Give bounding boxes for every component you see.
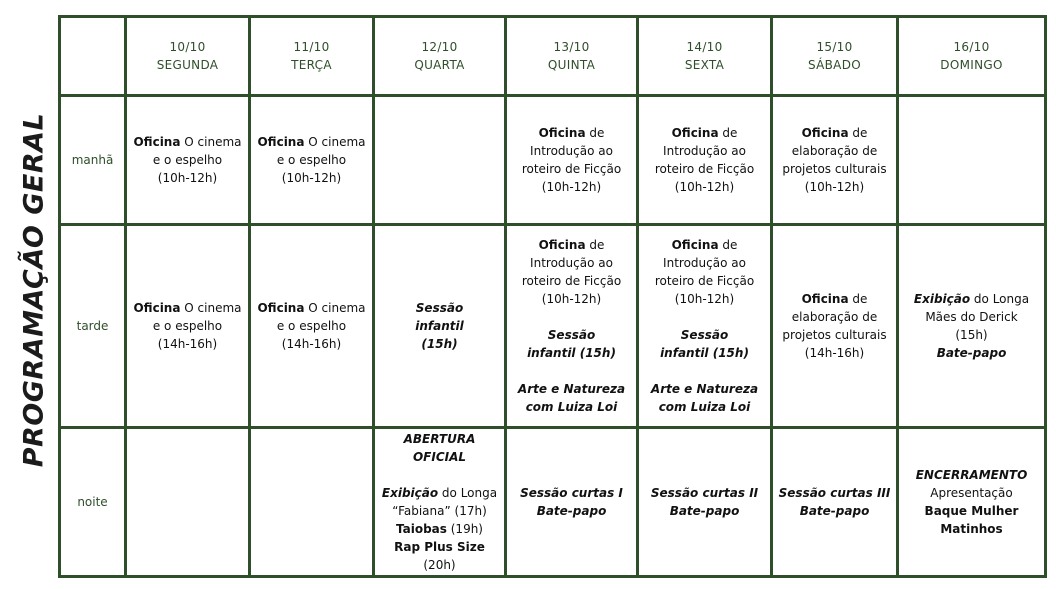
- day-header-terca: 11/10 TERÇA: [250, 17, 374, 96]
- cell-tarde-sexta: Oficina de Introdução ao roteiro de Ficção (10h-12h) Sessão infantil (15h) Arte e Natureza com Luiza Loi: [638, 225, 772, 428]
- cell-manha-sexta: Oficina de Introdução ao roteiro de Ficção (10h-12h): [638, 96, 772, 225]
- cell-noite-segunda: [126, 428, 250, 577]
- cell-manha-segunda: Oficina O cinema e o espelho (10h-12h): [126, 96, 250, 225]
- cell-noite-sabado: Sessão curtas III Bate-papo: [772, 428, 898, 577]
- cell-noite-terca: [250, 428, 374, 577]
- day-header-sexta: 14/10 SEXTA: [638, 17, 772, 96]
- cell-tarde-quarta: Sessão infantil (15h): [374, 225, 506, 428]
- page-title: PROGRAMAÇÃO GERAL: [18, 112, 50, 468]
- day-header-segunda: 10/10 SEGUNDA: [126, 17, 250, 96]
- row-noite: [60, 428, 1046, 577]
- cell-tarde-segunda: Oficina O cinema e o espelho (14h-16h): [126, 225, 250, 428]
- row-manha: [60, 96, 1046, 225]
- cell-manha-quarta: [374, 96, 506, 225]
- cell-tarde-quinta: Oficina de Introdução ao roteiro de Ficção (10h-12h) Sessão infantil (15h) Arte e Natureza com Luiza Loi: [506, 225, 638, 428]
- day-header-sabado: 15/10 SÁBADO: [772, 17, 898, 96]
- corner-cell: [60, 17, 126, 96]
- cell-tarde-sabado: Oficina de elaboração de projetos culturais (14h-16h): [772, 225, 898, 428]
- period-label-tarde: tarde: [60, 225, 126, 428]
- period-label-noite: noite: [60, 428, 126, 577]
- cell-manha-terca: Oficina O cinema e o espelho (10h-12h): [250, 96, 374, 225]
- header-row: [60, 17, 1046, 96]
- row-tarde: [60, 225, 1046, 428]
- day-header-quarta: 12/10 QUARTA: [374, 17, 506, 96]
- cell-manha-domingo: [898, 96, 1046, 225]
- day-header-domingo: 16/10 DOMINGO: [898, 17, 1046, 96]
- cell-noite-sexta: Sessão curtas II Bate-papo: [638, 428, 772, 577]
- cell-noite-quinta: Sessão curtas I Bate-papo: [506, 428, 638, 577]
- day-header-quinta: 13/10 QUINTA: [506, 17, 638, 96]
- cell-manha-sabado: Oficina de elaboração de projetos culturais (10h-12h): [772, 96, 898, 225]
- cell-noite-domingo: ENCERRAMENTO Apresentação Baque Mulher Matinhos: [898, 428, 1046, 577]
- period-label-manha: manhã: [60, 96, 126, 225]
- cell-tarde-terca: Oficina O cinema e o espelho (14h-16h): [250, 225, 374, 428]
- cell-tarde-domingo: Exibição do Longa Mães do Derick (15h) Bate-papo: [898, 225, 1046, 428]
- cell-noite-quarta: ABERTURA OFICIAL Exibição do Longa “Fabiana” (17h) Taiobas (19h) Rap Plus Size (20h): [374, 428, 506, 577]
- cell-manha-quinta: Oficina de Introdução ao roteiro de Ficção (10h-12h): [506, 96, 638, 225]
- schedule-table: [58, 15, 1047, 578]
